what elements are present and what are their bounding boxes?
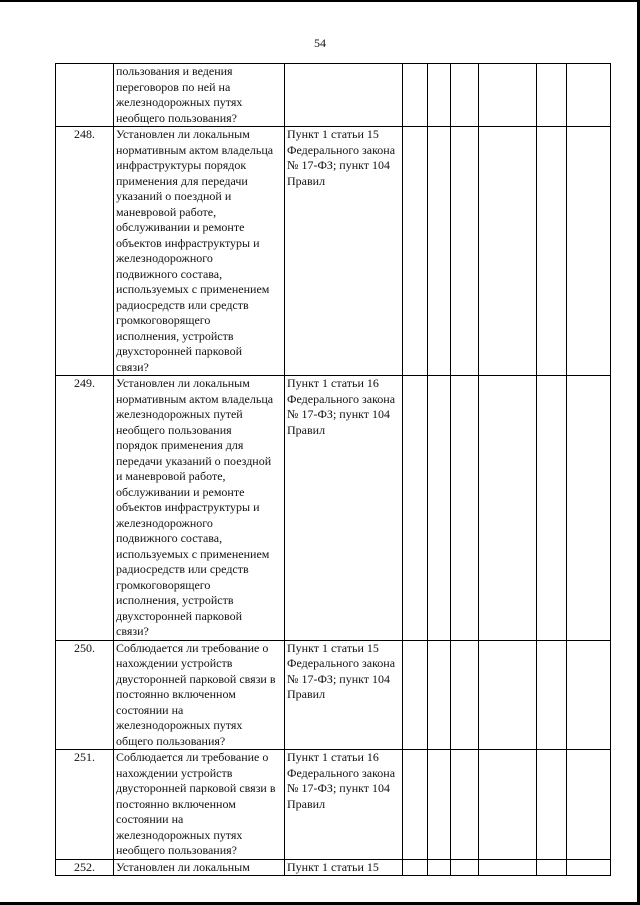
answer-cell: [537, 64, 567, 127]
answer-cell: [479, 64, 537, 127]
answer-cell: [567, 640, 611, 750]
question-text: Соблюдается ли требование о нахождении устройств двусторонней парковой связи в постоянно включенном состоянии на железнодорожных путях общего пользования?: [114, 640, 285, 750]
table-row-continuation: [56, 64, 611, 127]
question-text: Установлен ли локальным нормативным актом владельца инфраструктуры порядок применения для передачи указаний о поездной и маневровой работе, обслуживании и ремонте объектов инфраструктуры и железнодорожного подвижного состава, используемых с применением радиосредств или средств громкоговорящего исполнения, устройств двухсторонней парковой связи?: [114, 127, 285, 376]
table-row-249: [56, 376, 611, 641]
table-row-251: [56, 750, 611, 860]
legal-reference: Пункт 1 статьи 16 Федерального закона № 17-ФЗ; пункт 104 Правил: [285, 750, 403, 860]
table-row-252: [56, 859, 611, 876]
question-text: Соблюдается ли требование о нахождении устройств двусторонней парковой связи в постоянно включенном состоянии на железнодорожных путях необщего пользования?: [114, 750, 285, 860]
row-number: 251.: [56, 750, 114, 860]
answer-cell: [537, 640, 567, 750]
answer-cell: [567, 750, 611, 860]
answer-cell: [451, 376, 479, 641]
row-number: 249.: [56, 376, 114, 641]
answer-cell: [428, 750, 451, 860]
answer-cell: [567, 127, 611, 376]
legal-reference: Пункт 1 статьи 16 Федерального закона № 17-ФЗ; пункт 104 Правил: [285, 376, 403, 641]
answer-cell: [537, 750, 567, 860]
answer-cell: [451, 127, 479, 376]
answer-cell: [567, 859, 611, 876]
answer-cell: [537, 376, 567, 641]
answer-cell: [479, 750, 537, 860]
answer-cell: [428, 376, 451, 641]
row-number: 250.: [56, 640, 114, 750]
answer-cell: [451, 750, 479, 860]
answer-cell: [403, 64, 428, 127]
answer-cell: [403, 750, 428, 860]
answer-cell: [537, 127, 567, 376]
row-number: 252.: [56, 859, 114, 876]
answer-cell: [567, 376, 611, 641]
answer-cell: [403, 859, 428, 876]
question-text: Установлен ли локальным нормативным актом владельца железнодорожных путей необщего пользования порядок применения для передачи указаний о поездной и маневровой работе, обслуживании и ремонте объектов инфраструктуры и железнодорожного подвижного состава, используемых с применением радиосредств или средств громкоговорящего исполнения, устройств двухсторонней парковой связи?: [114, 376, 285, 641]
answer-cell: [451, 859, 479, 876]
answer-cell: [403, 640, 428, 750]
question-text: пользования и ведения переговоров по ней на железнодорожных путях необщего пользования?: [114, 64, 285, 127]
row-number: 248.: [56, 127, 114, 376]
answer-cell: [451, 640, 479, 750]
legal-reference: Пункт 1 статьи 15: [285, 859, 403, 876]
row-number: [56, 64, 114, 127]
answer-cell: [479, 640, 537, 750]
answer-cell: [567, 64, 611, 127]
answer-cell: [537, 859, 567, 876]
answer-cell: [479, 376, 537, 641]
checklist-table: [55, 63, 611, 876]
answer-cell: [428, 640, 451, 750]
answer-cell: [479, 859, 537, 876]
answer-cell: [451, 64, 479, 127]
legal-reference: [285, 64, 403, 127]
answer-cell: [403, 127, 428, 376]
answer-cell: [479, 127, 537, 376]
answer-cell: [428, 127, 451, 376]
table-row-250: [56, 640, 611, 750]
question-text: Установлен ли локальным: [114, 859, 285, 876]
answer-cell: [403, 376, 428, 641]
table-row-248: [56, 127, 611, 376]
legal-reference: Пункт 1 статьи 15 Федерального закона № 17-ФЗ; пункт 104 Правил: [285, 127, 403, 376]
scan-edge-top: [0, 0, 640, 2]
answer-cell: [428, 859, 451, 876]
page-number: 54: [314, 36, 326, 50]
answer-cell: [428, 64, 451, 127]
legal-reference: Пункт 1 статьи 15 Федерального закона № 17-ФЗ; пункт 104 Правил: [285, 640, 403, 750]
